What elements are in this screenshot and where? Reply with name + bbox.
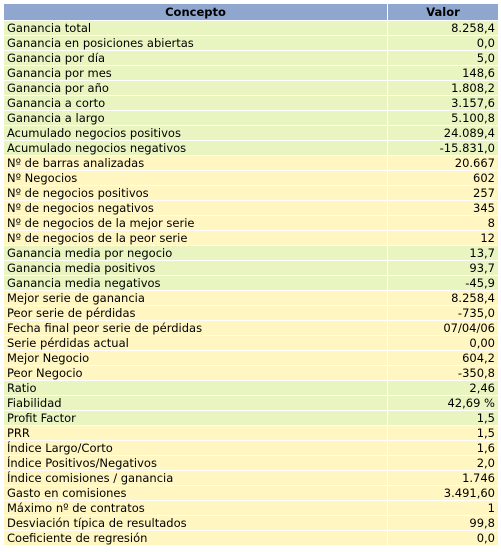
row-label: Nº de negocios de la peor serie	[4, 231, 388, 246]
row-label: Mejor serie de ganancia	[4, 291, 388, 306]
table-row	[4, 471, 499, 486]
row-value: 2,46	[388, 381, 499, 396]
column-header-value: Valor	[388, 4, 499, 21]
table-row	[4, 366, 499, 381]
table-row	[4, 21, 499, 36]
row-label: Desviación típica de resultados	[4, 516, 388, 531]
table-row	[4, 171, 499, 186]
row-value: 0,00	[388, 336, 499, 351]
row-label: Peor Negocio	[4, 366, 388, 381]
row-label: Fecha final peor serie de pérdidas	[4, 321, 388, 336]
row-label: Ganancia a largo	[4, 111, 388, 126]
table-row	[4, 126, 499, 141]
row-value: 24.089,4	[388, 126, 499, 141]
row-value: 604,2	[388, 351, 499, 366]
row-value: 1	[388, 501, 499, 516]
table-row	[4, 231, 499, 246]
row-label: Acumulado negocios negativos	[4, 141, 388, 156]
table-row	[4, 381, 499, 396]
row-value: 602	[388, 171, 499, 186]
row-value: 1,5	[388, 411, 499, 426]
row-label: Mejor Negocio	[4, 351, 388, 366]
row-value: 0,0	[388, 36, 499, 51]
table-row	[4, 351, 499, 366]
row-label: Peor serie de pérdidas	[4, 306, 388, 321]
table-row	[4, 321, 499, 336]
row-value: 1,5	[388, 426, 499, 441]
table-row	[4, 276, 499, 291]
row-value: 148,6	[388, 66, 499, 81]
row-value: 5.100,8	[388, 111, 499, 126]
row-label: Serie pérdidas actual	[4, 336, 388, 351]
row-label: Índice Largo/Corto	[4, 441, 388, 456]
table-row	[4, 156, 499, 171]
row-label: Ganancia a corto	[4, 96, 388, 111]
row-value: 1.746	[388, 471, 499, 486]
table-row	[4, 141, 499, 156]
row-label: Ratio	[4, 381, 388, 396]
row-value: -15.831,0	[388, 141, 499, 156]
row-value: 3.491,60	[388, 486, 499, 501]
row-value: 07/04/06	[388, 321, 499, 336]
row-value: 3.157,6	[388, 96, 499, 111]
row-label: Fiabilidad	[4, 396, 388, 411]
table-row	[4, 501, 499, 516]
table-row	[4, 426, 499, 441]
table-row	[4, 246, 499, 261]
row-label: Máximo nº de contratos	[4, 501, 388, 516]
row-value: 93,7	[388, 261, 499, 276]
table-row	[4, 306, 499, 321]
row-value: -735,0	[388, 306, 499, 321]
row-label: Profit Factor	[4, 411, 388, 426]
table-row	[4, 486, 499, 501]
table-row	[4, 201, 499, 216]
row-value: 1,6	[388, 441, 499, 456]
results-table	[3, 3, 499, 546]
row-label: Ganancia media por negocio	[4, 246, 388, 261]
table-row	[4, 216, 499, 231]
row-value: 0,0	[388, 531, 499, 546]
results-table-container	[3, 3, 498, 546]
table-row	[4, 396, 499, 411]
table-row	[4, 261, 499, 276]
row-label: PRR	[4, 426, 388, 441]
row-value: 99,8	[388, 516, 499, 531]
row-label: Ganancia media positivos	[4, 261, 388, 276]
row-label: Nº Negocios	[4, 171, 388, 186]
row-label: Nº de negocios de la mejor serie	[4, 216, 388, 231]
row-value: -350,8	[388, 366, 499, 381]
row-value: 5,0	[388, 51, 499, 66]
row-label: Índice Positivos/Negativos	[4, 456, 388, 471]
row-value: 257	[388, 186, 499, 201]
row-label: Gasto en comisiones	[4, 486, 388, 501]
table-row	[4, 111, 499, 126]
table-row	[4, 36, 499, 51]
row-value: 8.258,4	[388, 291, 499, 306]
row-label: Índice comisiones / ganancia	[4, 471, 388, 486]
row-label: Nº de negocios positivos	[4, 186, 388, 201]
row-value: 1.808,2	[388, 81, 499, 96]
row-label: Nº de negocios negativos	[4, 201, 388, 216]
row-label: Nº de barras analizadas	[4, 156, 388, 171]
row-value: 12	[388, 231, 499, 246]
table-row	[4, 456, 499, 471]
row-value: 20.667	[388, 156, 499, 171]
row-label: Acumulado negocios positivos	[4, 126, 388, 141]
row-label: Ganancia media negativos	[4, 276, 388, 291]
row-value: 42,69 %	[388, 396, 499, 411]
table-row	[4, 336, 499, 351]
table-row	[4, 51, 499, 66]
row-label: Coeficiente de regresión	[4, 531, 388, 546]
table-row	[4, 66, 499, 81]
row-value: 2,0	[388, 456, 499, 471]
table-row	[4, 441, 499, 456]
table-row	[4, 516, 499, 531]
row-label: Ganancia en posiciones abiertas	[4, 36, 388, 51]
row-label: Ganancia por año	[4, 81, 388, 96]
table-row	[4, 411, 499, 426]
table-row	[4, 96, 499, 111]
row-value: 13,7	[388, 246, 499, 261]
table-row	[4, 186, 499, 201]
row-value: 8	[388, 216, 499, 231]
row-label: Ganancia por mes	[4, 66, 388, 81]
row-value: -45,9	[388, 276, 499, 291]
table-body	[4, 21, 499, 546]
row-value: 345	[388, 201, 499, 216]
table-row	[4, 531, 499, 546]
table-header-row	[4, 4, 499, 21]
row-value: 8.258,4	[388, 21, 499, 36]
table-row	[4, 291, 499, 306]
row-label: Ganancia por día	[4, 51, 388, 66]
table-row	[4, 81, 499, 96]
column-header-concept: Concepto	[4, 4, 388, 21]
row-label: Ganancia total	[4, 21, 388, 36]
